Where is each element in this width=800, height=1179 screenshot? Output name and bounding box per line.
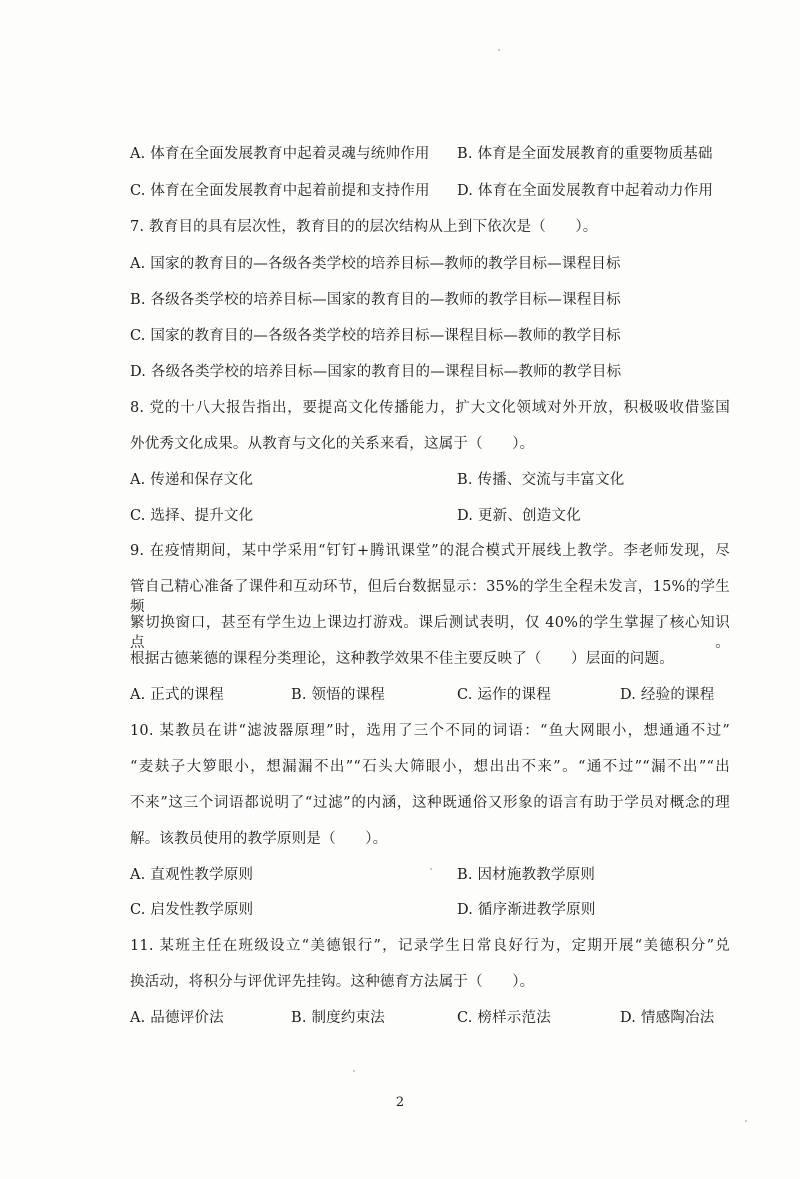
q11-option-b: B. 制度约束法	[291, 1010, 385, 1026]
q10-option-a: A. 直观性教学原则	[130, 867, 254, 883]
scan-speck	[498, 49, 500, 51]
q9-option-a: A. 正式的课程	[130, 687, 224, 703]
q6-option-b: B. 体育是全面发展教育的重要物质基础	[457, 146, 713, 162]
q6-option-d: D. 体育在全面发展教育中起着动力作用	[457, 183, 714, 199]
q11-stem-line-2: 换活动，将积分与评优评先挂钩。这种德育方法属于（ ）。	[130, 974, 535, 990]
q8-stem-line-2: 外优秀文化成果。从教育与文化的关系来看，这属于（ ）。	[130, 436, 535, 452]
q9-option-b: B. 领悟的课程	[291, 687, 385, 703]
q9-stem-line-2: 管自己精心准备了课件和互动环节，但后台数据显示：35%的学生全程未发言，15%的学生频	[130, 579, 730, 615]
q9-option-d: D. 经验的课程	[620, 687, 715, 703]
q10-option-d: D. 循序渐进教学原则	[457, 902, 596, 918]
q10-stem-line-3: 不来”这三个词语都说明了“过滤”的内涵，这种既通俗又形象的语言有助于学员对概念的理	[130, 795, 730, 811]
q11-option-c: C. 榜样示范法	[457, 1010, 551, 1026]
q11-option-d: D. 情感陶冶法	[620, 1010, 715, 1026]
q11-stem-line-1: 11. 某班主任在班级设立“美德银行”，记录学生日常良好行为，定期开展“美德积分”兑	[130, 938, 730, 954]
page-number: 2	[395, 1095, 405, 1110]
q9-option-c: C. 运作的课程	[457, 687, 551, 703]
q9-stem-line-3: 繁切换窗口，甚至有学生边上课边打游戏。课后测试表明，仅 40%的学生掌握了核心知识点。	[130, 615, 730, 651]
q8-stem-line-1: 8. 党的十八大报告指出，要提高文化传播能力，扩大文化领域对外开放，积极吸收借鉴国	[130, 400, 730, 416]
q8-option-c: C. 选择、提升文化	[130, 508, 254, 524]
q7-option-a: A. 国家的教育目的—各级各类学校的培养目标—教师的教学目标—课程目标	[130, 256, 621, 272]
q10-option-b: B. 因材施教教学原则	[457, 867, 596, 883]
q10-stem-line-4: 解。该教员使用的教学原则是（ ）。	[130, 831, 388, 847]
q7-option-b: B. 各级各类学校的培养目标—国家的教育目的—教师的教学目标—课程目标	[130, 292, 621, 308]
q8-option-d: D. 更新、创造文化	[457, 508, 581, 524]
q10-stem-line-2: “麦麸子大箩眼小，想漏漏不出”“石头大筛眼小，想出出不来”。“通不过”“漏不出”“出	[130, 759, 730, 775]
q8-option-a: A. 传递和保存文化	[130, 472, 254, 488]
q9-stem-line-1: 9. 在疫情期间，某中学采用“钉钉+腾讯课堂”的混合模式开展线上教学。李老师发现，尽	[130, 543, 730, 559]
q7-stem: 7. 教育目的具有层次性，教育目的的层次结构从上到下依次是（ ）。	[130, 219, 598, 235]
q9-stem-line-4: 根据古德莱德的课程分类理论，这种教学效果不佳主要反映了（ ）层面的问题。	[130, 651, 674, 667]
q10-option-c: C. 启发性教学原则	[130, 902, 254, 918]
q11-option-a: A. 品德评价法	[130, 1010, 224, 1026]
scan-speck	[745, 1120, 747, 1122]
q7-option-d: D. 各级各类学校的培养目标—国家的教育目的—课程目标—教师的教学目标	[130, 364, 622, 380]
q6-option-a: A. 体育在全面发展教育中起着灵魂与统帅作用	[130, 146, 430, 162]
q6-option-c: C. 体育在全面发展教育中起着前提和支持作用	[130, 183, 430, 199]
q8-option-b: B. 传播、交流与丰富文化	[457, 472, 625, 488]
scan-speck	[353, 1070, 355, 1072]
q10-stem-line-1: 10. 某教员在讲“滤波器原理”时，选用了三个不同的词语：“鱼大网眼小，想通通不过”	[130, 723, 730, 739]
q7-option-c: C. 国家的教育目的—各级各类学校的培养目标—课程目标—教师的教学目标	[130, 328, 621, 344]
scan-speck	[430, 868, 432, 870]
